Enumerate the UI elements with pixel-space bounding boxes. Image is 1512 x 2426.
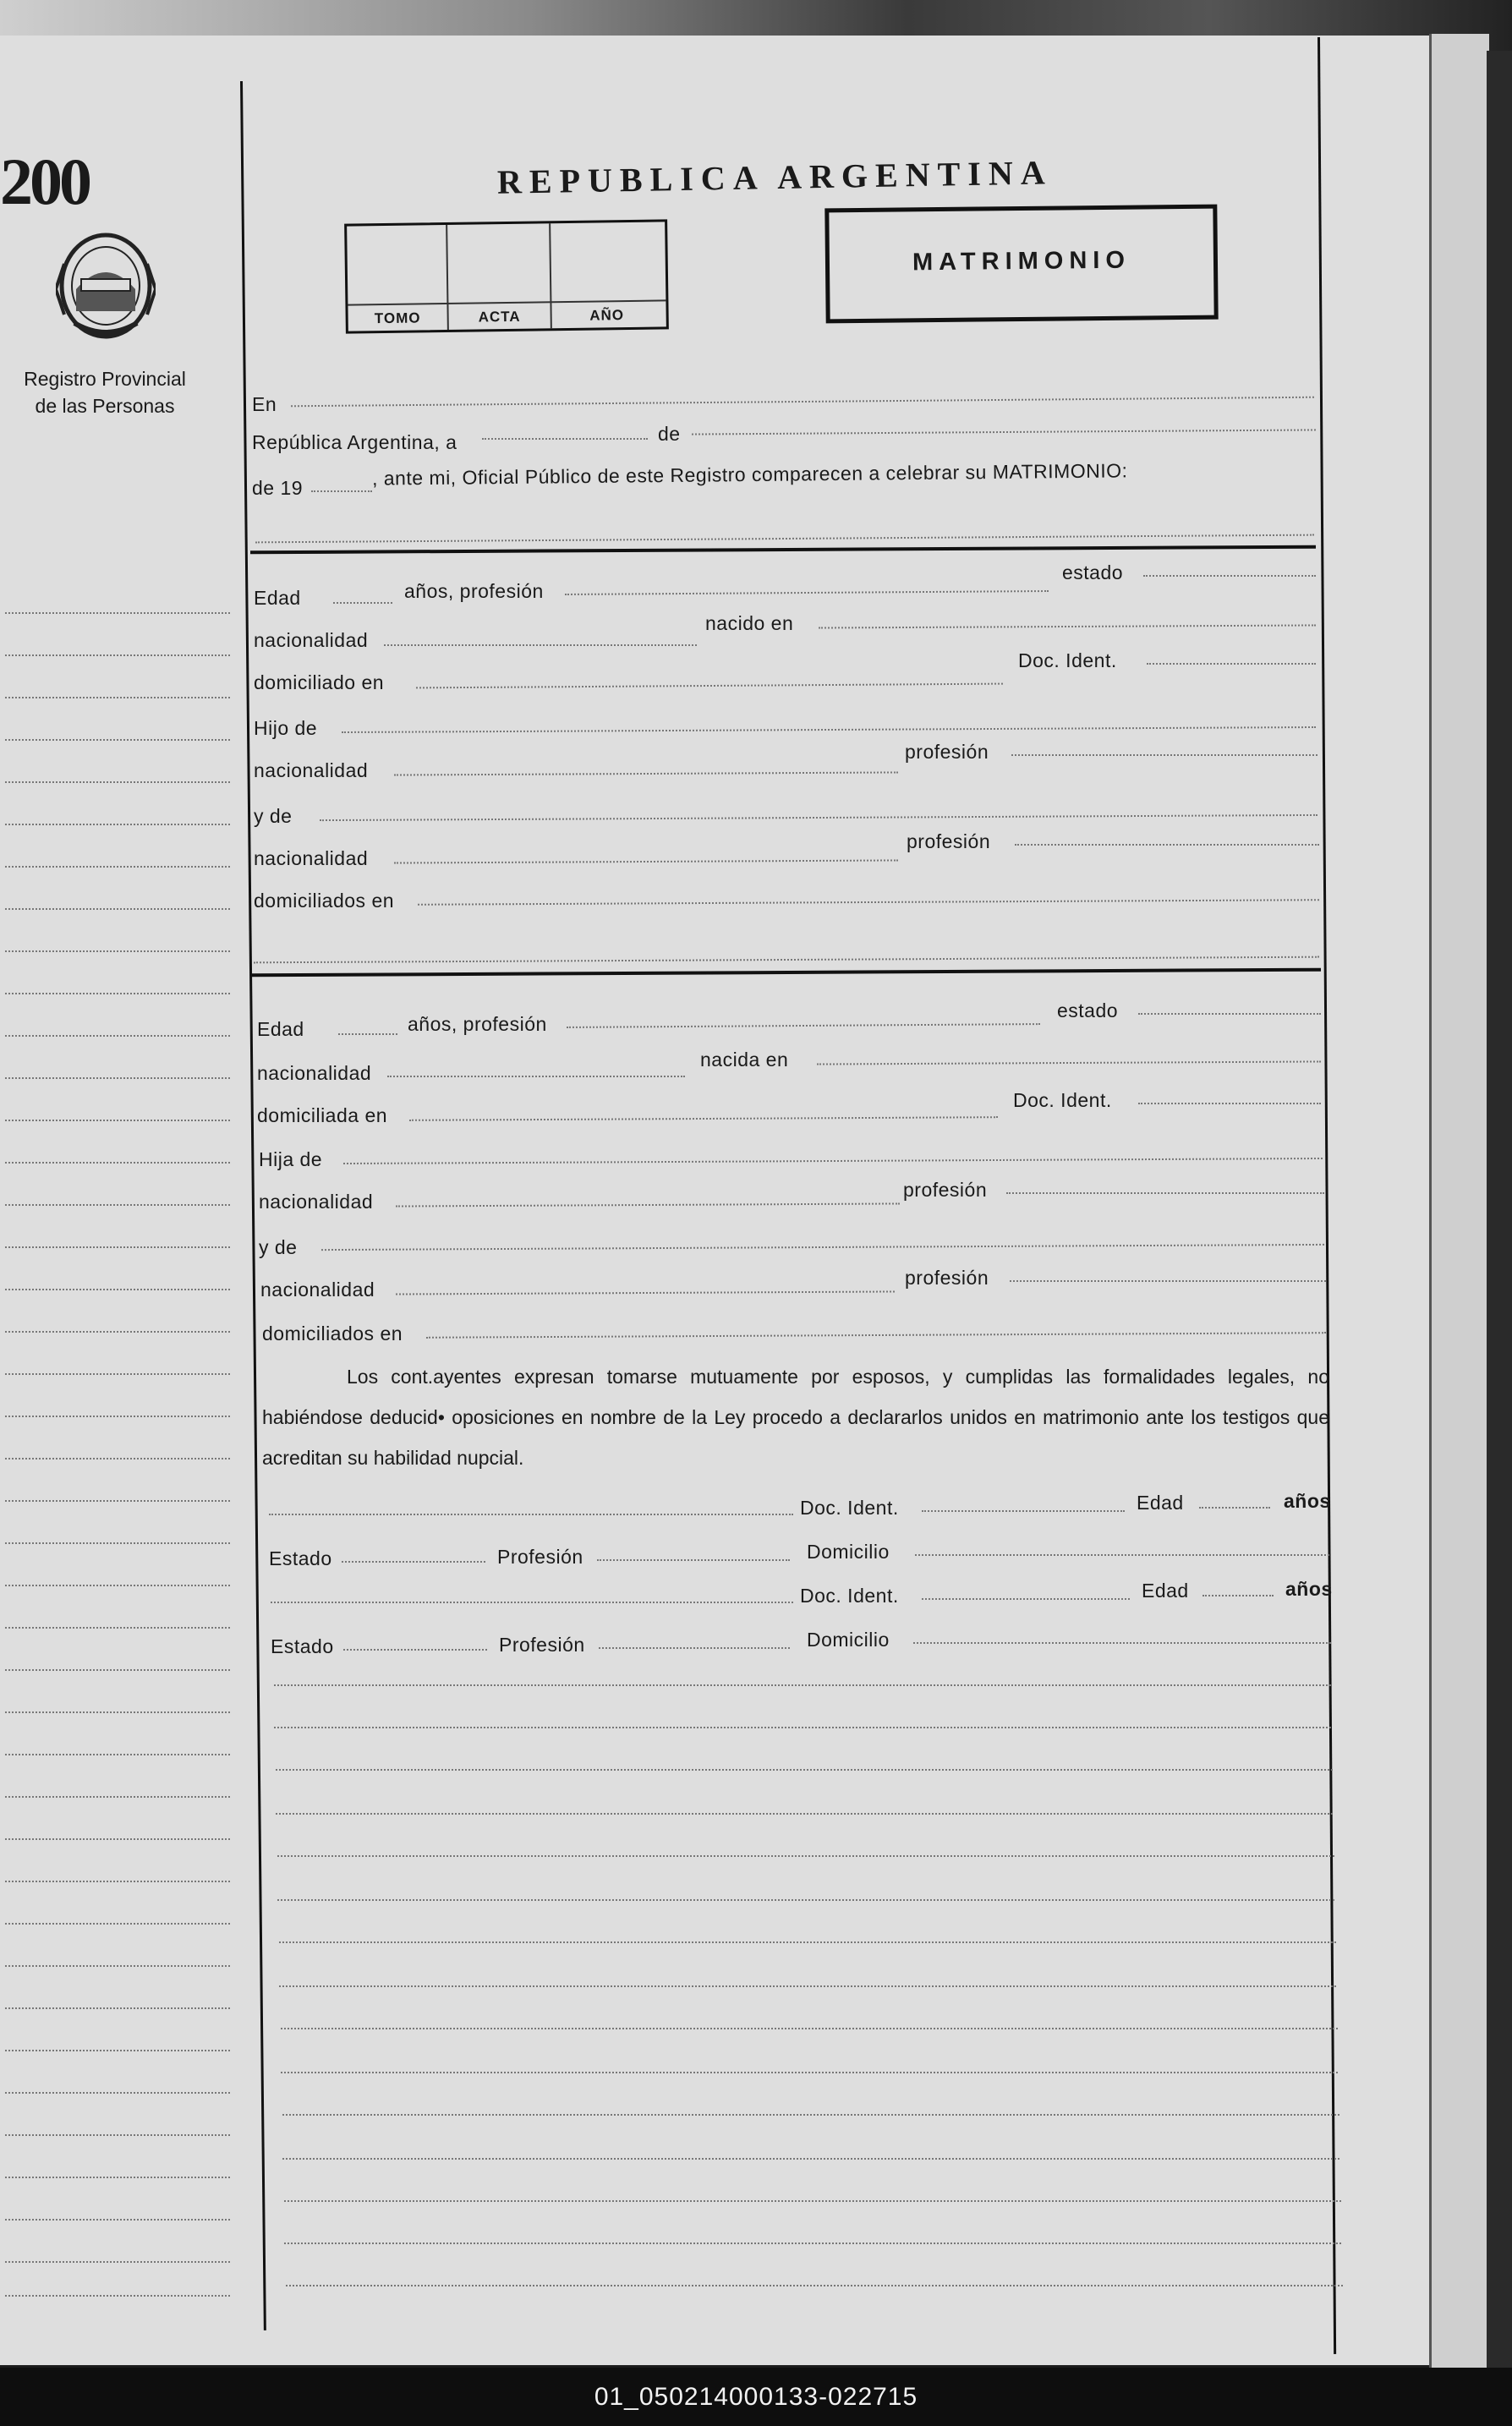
groom-domiciliados-en: domiciliados en: [254, 890, 395, 912]
witness2-profesion: Profesión: [499, 1634, 585, 1656]
provincial-seal-icon: [56, 230, 156, 355]
ano-label: AÑO: [589, 307, 625, 324]
country-title: REPUBLICA ARGENTINA: [496, 153, 1053, 201]
groom-nacido-en: nacido en: [705, 612, 794, 634]
groom-y-de: y de: [254, 805, 293, 827]
groom-domiciliado-en: domiciliado en: [254, 671, 385, 693]
bride-domiciliados-en: domiciliados en: [262, 1323, 403, 1344]
bride-nacionalidad-2: nacionalidad: [259, 1191, 374, 1213]
witness1-domicilio: Domicilio: [807, 1541, 890, 1563]
bride-edad: Edad: [257, 1018, 304, 1040]
bride-domiciliada-en: domiciliada en: [257, 1104, 388, 1126]
groom-profesion-3: profesión: [907, 830, 991, 852]
acta-label: ACTA: [478, 308, 521, 326]
tomo-label: TOMO: [374, 309, 421, 327]
groom-edad: Edad: [254, 587, 301, 609]
witness1-anos: años: [1284, 1490, 1331, 1512]
adjacent-page-edge: [1429, 34, 1489, 2368]
page-number: 200: [0, 145, 89, 218]
label-de: de: [658, 423, 681, 445]
registry-line-1: Registro Provincial: [24, 368, 186, 390]
groom-nacionalidad: nacionalidad: [254, 629, 369, 651]
bride-profesion-3: profesión: [905, 1267, 989, 1289]
groom-nacionalidad-2: nacionalidad: [254, 759, 369, 781]
bride-estado: estado: [1057, 999, 1119, 1021]
groom-nacionalidad-3: nacionalidad: [254, 847, 369, 869]
witness1-estado: Estado: [269, 1547, 332, 1569]
bride-doc-ident: Doc. Ident.: [1013, 1089, 1112, 1111]
document-page: [0, 36, 1429, 2365]
bride-y-de: y de: [259, 1236, 298, 1258]
label-de-19: de 19: [252, 477, 304, 499]
label-ante-mi: , ante mi, Oficial Público de este Registro comparecen a celebrar su MATRIMONIO:: [371, 459, 1128, 490]
bride-profesion-2: profesión: [903, 1179, 988, 1201]
witness1-doc-ident: Doc. Ident.: [800, 1497, 899, 1519]
record-type-box: [824, 205, 1218, 324]
witness1-profesion: Profesión: [497, 1546, 583, 1568]
groom-doc-ident: Doc. Ident.: [1018, 649, 1117, 671]
witness2-anos: años: [1285, 1578, 1333, 1600]
photo-background-right: [1487, 51, 1512, 2368]
witness2-edad: Edad: [1142, 1580, 1189, 1602]
image-caption: 01_050214000133-022715: [594, 2383, 918, 2411]
registry-name: [8, 365, 201, 419]
tomo-acta-ano-box: [344, 219, 669, 333]
bride-nacionalidad-3: nacionalidad: [260, 1279, 375, 1301]
witness2-domicilio: Domicilio: [807, 1629, 890, 1651]
declaration-paragraph: [262, 1356, 1329, 1478]
label-en: En: [252, 393, 277, 415]
groom-hijo-de: Hijo de: [254, 717, 318, 739]
witness1-edad: Edad: [1137, 1492, 1184, 1514]
bride-nacida-en: nacida en: [700, 1049, 789, 1071]
groom-profesion-2: profesión: [905, 741, 989, 763]
registry-line-2: de las Personas: [35, 395, 175, 417]
witness2-doc-ident: Doc. Ident.: [800, 1585, 899, 1607]
declaration-text: Los cont.ayentes expresan tomarse mutuamente por esposos, y cumplidas las formalidades legales, no habiéndose deducid• oposiciones en nombre de la Ley procedo a declararlos unidos en matrimonio ante los testigos que acreditan su habilidad nupcial.: [262, 1366, 1329, 1469]
bride-nacionalidad: nacionalidad: [257, 1062, 372, 1084]
bride-hija-de: Hija de: [259, 1148, 323, 1170]
witness2-estado: Estado: [271, 1635, 334, 1657]
groom-estado: estado: [1062, 561, 1124, 583]
record-type: MATRIMONIO: [912, 246, 1131, 277]
groom-anos-profesion: años, profesión: [404, 580, 544, 602]
bride-anos-profesion: años, profesión: [408, 1013, 547, 1035]
label-republica: República Argentina, a: [252, 431, 457, 453]
